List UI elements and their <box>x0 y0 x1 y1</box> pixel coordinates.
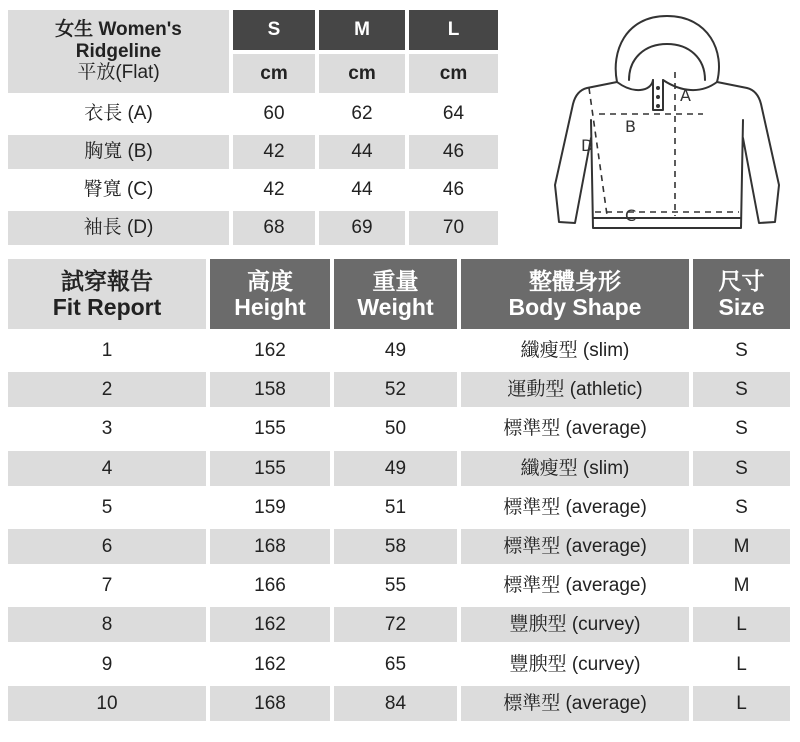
fit-header-height <box>210 259 330 329</box>
fit-cell-height: 162 <box>210 607 330 642</box>
size-table-title-line3: 平放(Flat) <box>77 62 160 84</box>
fit-cell-height: 155 <box>210 451 330 486</box>
fit-cell-size: S <box>735 496 748 518</box>
fit-cell-weight: 49 <box>384 339 407 361</box>
unit-l: cm <box>409 54 498 93</box>
fit-cell-shape: 標準型 (average) <box>503 417 647 439</box>
fit-cell-shape: 豐腴型 (curvey) <box>461 607 689 642</box>
fit-cell-shape: 標準型 (average) <box>503 574 647 596</box>
size-row-value: 60 <box>263 103 285 125</box>
fit-cell-shape: 纖瘦型 (slim) <box>461 451 689 486</box>
fit-cell-height: 166 <box>254 574 286 596</box>
fit-header-height-en: Height <box>234 294 306 320</box>
fit-cell-height: 162 <box>254 339 286 361</box>
fit-cell-size: L <box>736 653 747 675</box>
fit-cell-height: 168 <box>210 529 330 564</box>
fit-cell-shape: 標準型 (average) <box>503 496 647 518</box>
fit-cell-height: 168 <box>210 686 330 721</box>
fit-report-title-zh: 試穿報告 <box>61 267 153 294</box>
size-row-value: 68 <box>233 211 315 245</box>
size-row-value: 46 <box>442 179 465 201</box>
fit-cell-weight: 58 <box>334 529 457 564</box>
fit-cell-no: 2 <box>8 372 206 407</box>
fit-cell-size: S <box>693 372 790 407</box>
fit-header-size-zh: 尺寸 <box>718 267 765 294</box>
hoodie-measurement-diagram <box>545 10 795 245</box>
fit-header-shape-zh: 整體身形 <box>529 267 621 294</box>
fit-cell-weight: 49 <box>334 451 457 486</box>
fit-cell-size: S <box>735 417 748 439</box>
fit-header-height-zh: 高度 <box>247 267 293 294</box>
size-row-value: 70 <box>409 211 498 245</box>
size-row-value: 44 <box>351 179 373 201</box>
fit-cell-weight: 51 <box>384 496 407 518</box>
fit-cell-no: 6 <box>8 529 206 564</box>
size-table-title-line2: Ridgeline <box>75 40 162 62</box>
fit-cell-weight: 52 <box>334 372 457 407</box>
fit-header-weight <box>334 259 457 329</box>
size-row-value: 64 <box>442 103 465 125</box>
fit-cell-no: 7 <box>101 574 113 596</box>
fit-cell-weight: 50 <box>384 417 407 439</box>
fit-cell-size: L <box>693 686 790 721</box>
unit-m: cm <box>319 54 405 93</box>
fit-cell-height: 158 <box>210 372 330 407</box>
size-row-value: 42 <box>233 135 315 169</box>
size-row-label: 衣長 (A) <box>84 103 153 125</box>
fit-cell-size: M <box>693 529 790 564</box>
fit-cell-shape: 纖瘦型 (slim) <box>520 339 630 361</box>
fit-cell-shape: 標準型 (average) <box>461 529 689 564</box>
unit-s: cm <box>233 54 315 93</box>
size-row-value: 44 <box>319 135 405 169</box>
fit-cell-size: M <box>733 574 750 596</box>
diagram-label-b: B <box>625 117 636 136</box>
fit-cell-no: 9 <box>101 653 113 675</box>
fit-cell-weight: 65 <box>384 653 407 675</box>
fit-cell-shape: 豐腴型 (curvey) <box>509 653 641 675</box>
fit-cell-weight: 72 <box>334 607 457 642</box>
size-row-value: 69 <box>319 211 405 245</box>
size-row-label: 袖長 (D) <box>8 211 229 245</box>
fit-cell-size: S <box>693 451 790 486</box>
fit-cell-shape: 標準型 (average) <box>461 686 689 721</box>
fit-cell-no: 4 <box>8 451 206 486</box>
size-header-s: S <box>233 10 315 50</box>
fit-report-title-en: Fit Report <box>52 294 162 320</box>
fit-cell-no: 10 <box>8 686 206 721</box>
size-row-value: 46 <box>409 135 498 169</box>
fit-header-weight-zh: 重量 <box>372 267 419 294</box>
fit-cell-no: 8 <box>8 607 206 642</box>
size-header-m: M <box>319 10 405 50</box>
fit-cell-height: 155 <box>254 417 286 439</box>
fit-cell-no: 1 <box>101 339 113 361</box>
fit-cell-no: 3 <box>101 417 113 439</box>
fit-cell-weight: 84 <box>334 686 457 721</box>
fit-cell-size: S <box>735 339 748 361</box>
size-row-label: 胸寬 (B) <box>8 135 229 169</box>
fit-cell-weight: 55 <box>384 574 407 596</box>
diagram-label-d: D <box>581 136 594 155</box>
fit-cell-shape: 運動型 (athletic) <box>461 372 689 407</box>
fit-cell-height: 159 <box>254 496 286 518</box>
fit-header-body-shape <box>461 259 689 329</box>
fit-header-shape-en: Body Shape <box>508 294 642 320</box>
size-row-label: 臀寬 (C) <box>83 179 154 201</box>
fit-cell-size: L <box>693 607 790 642</box>
size-row-value: 42 <box>263 179 285 201</box>
fit-header-size-en: Size <box>718 294 765 320</box>
size-header-l: L <box>409 10 498 50</box>
fit-header-weight-en: Weight <box>357 294 434 320</box>
size-row-value: 62 <box>351 103 373 125</box>
fit-cell-height: 162 <box>254 653 286 675</box>
fit-report-title <box>8 259 206 329</box>
diagram-label-a: A <box>680 86 691 105</box>
fit-cell-no: 5 <box>101 496 113 518</box>
size-table-title-line1: 女生 Women's <box>55 18 182 40</box>
size-table-title <box>8 10 229 93</box>
diagram-label-c: C <box>625 206 637 225</box>
fit-header-size <box>693 259 790 329</box>
